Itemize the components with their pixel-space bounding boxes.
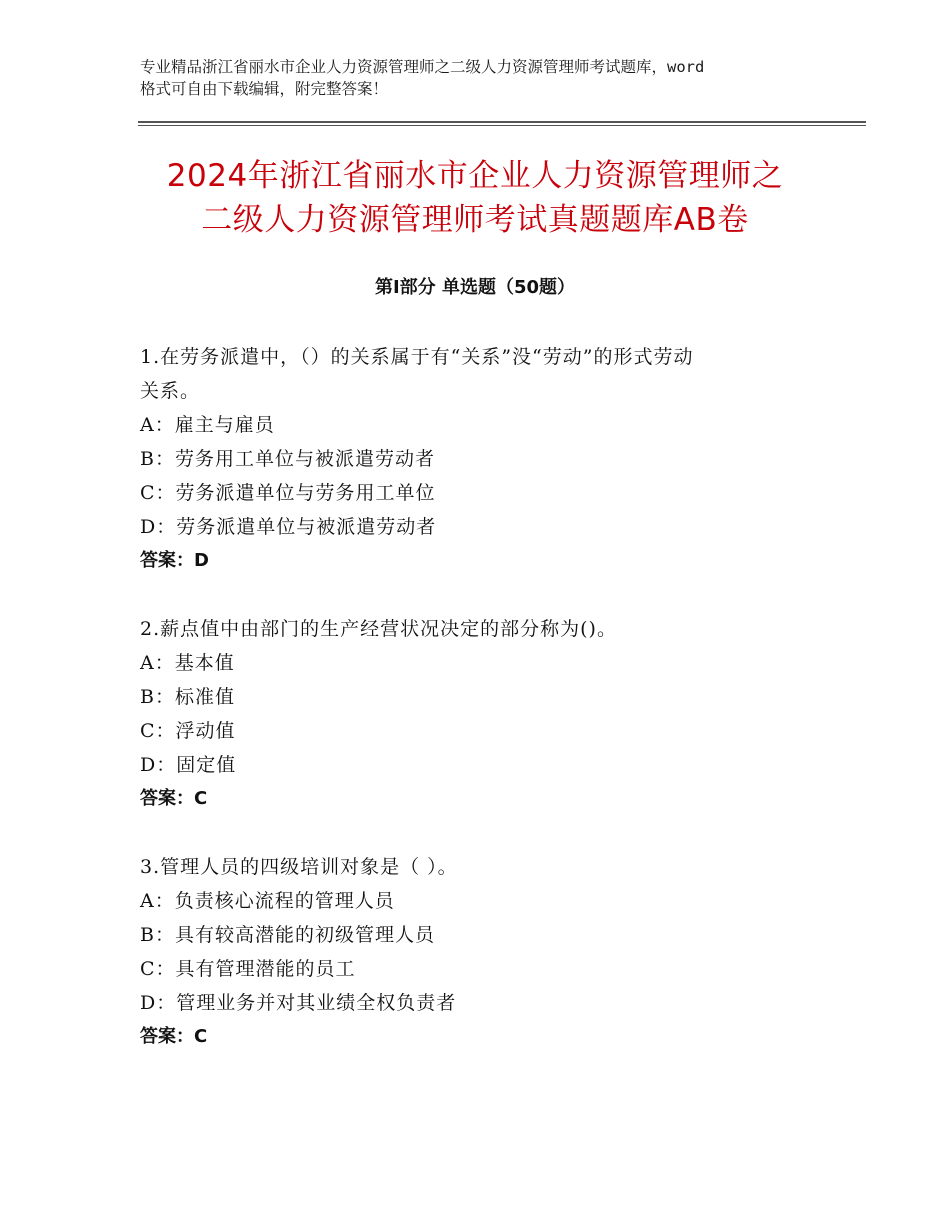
option-d: D：管理业务并对其业绩全权负责者	[140, 992, 457, 1014]
document-title-line-1: 2024年浙江省丽水市企业人力资源管理师之	[166, 158, 784, 194]
question-3	[140, 850, 820, 1054]
option-c: C：浮动值	[140, 720, 236, 742]
question-list	[140, 340, 820, 1088]
document-title	[60, 154, 890, 242]
option-c: C：具有管理潜能的员工	[140, 958, 356, 980]
option-a: A：基本值	[140, 652, 235, 674]
question-1	[140, 340, 820, 578]
option-d: D：固定值	[140, 754, 237, 776]
header-note-line-1: 专业精品浙江省丽水市企业人力资源管理师之二级人力资源管理师考试题库，word	[140, 58, 705, 76]
option-c: C：劳务派遣单位与劳务用工单位	[140, 482, 436, 504]
option-b: B：劳务用工单位与被派遣劳动者	[140, 448, 435, 470]
header-note	[140, 56, 840, 100]
header-divider-thin	[138, 125, 866, 126]
option-a: A：雇主与雇员	[140, 414, 275, 436]
question-stem: 3.管理人员的四级培训对象是（ ）。	[140, 856, 458, 878]
question-stem-continued: 关系。	[140, 380, 201, 402]
option-a: A：负责核心流程的管理人员	[140, 890, 395, 912]
section-heading: 第Ⅰ部分 单选题（50题）	[374, 277, 575, 298]
document-title-line-2: 二级人力资源管理师考试真题题库AB卷	[201, 202, 749, 238]
question-2	[140, 612, 820, 816]
answer: 答案：D	[140, 550, 209, 571]
answer: 答案：C	[140, 788, 208, 809]
question-stem: 2.薪点值中由部门的生产经营状况决定的部分称为()。	[140, 618, 617, 640]
answer: 答案：C	[140, 1026, 208, 1047]
header-divider-thick	[138, 121, 866, 123]
question-stem: 1.在劳务派遣中，（）的关系属于有“关系”没“劳动”的形式劳动	[140, 346, 694, 368]
option-d: D：劳务派遣单位与被派遣劳动者	[140, 516, 437, 538]
header-note-line-2: 格式可自由下载编辑，附完整答案！	[140, 80, 389, 98]
option-b: B：具有较高潜能的初级管理人员	[140, 924, 435, 946]
option-b: B：标准值	[140, 686, 235, 708]
